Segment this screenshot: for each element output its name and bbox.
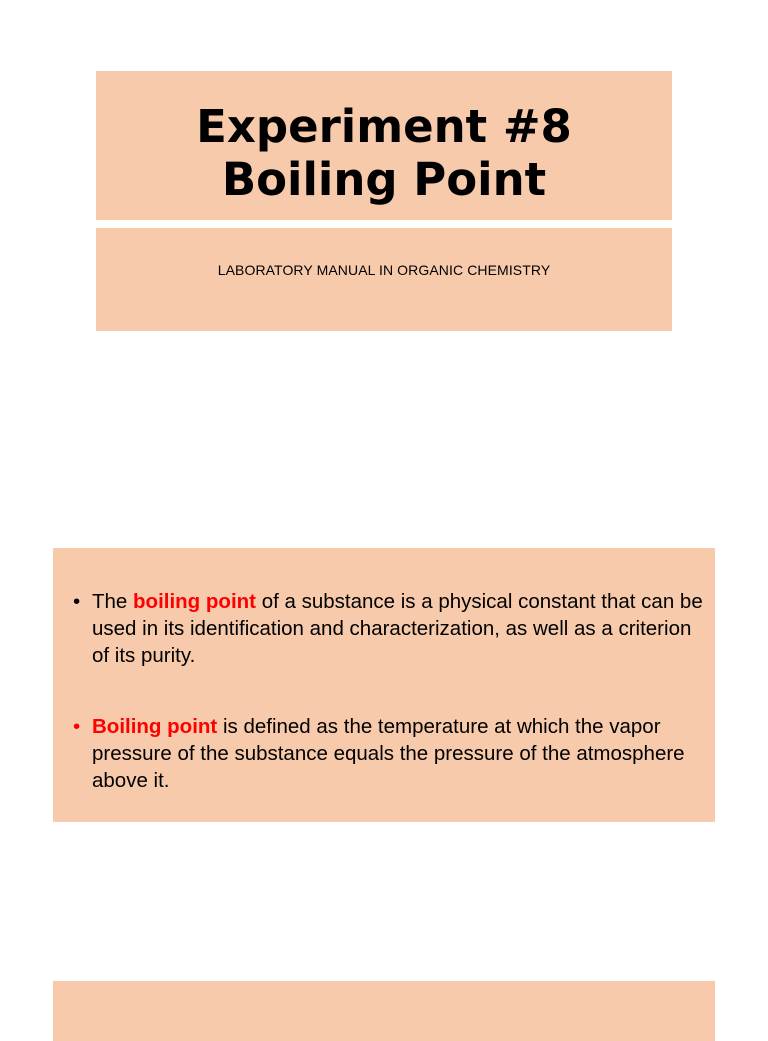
bullet-text <box>92 588 709 669</box>
content-panel <box>53 548 715 822</box>
bullet-text-lead: The <box>92 590 134 613</box>
bullet-text-rest: of a substance is a physical constant that can be used in its identification and characterization, as well as a criterion of its purity. <box>92 590 703 667</box>
slide-title <box>196 86 572 206</box>
bullet-text-rest: is defined as the temperature at which the vapor pressure of the substance equals the pressure of the atmosphere above it. <box>92 715 685 792</box>
slide-title-line-1: Experiment #8 <box>196 99 572 153</box>
slide-subtitle: LABORATORY MANUAL IN ORGANIC CHEMISTRY <box>217 262 551 278</box>
bullet-text <box>92 713 709 794</box>
bullet-icon: • <box>73 590 81 613</box>
subtitle-panel <box>96 228 672 331</box>
bullet-highlight: boiling point <box>133 590 256 613</box>
bullet-icon: • <box>73 715 81 738</box>
bullet-item <box>73 713 709 794</box>
title-panel <box>96 71 672 220</box>
bullet-item <box>73 588 709 669</box>
slide-title-line-2: Boiling Point <box>221 152 547 206</box>
bullet-highlight: Boiling point <box>92 715 218 738</box>
next-slide-panel <box>53 981 715 1041</box>
